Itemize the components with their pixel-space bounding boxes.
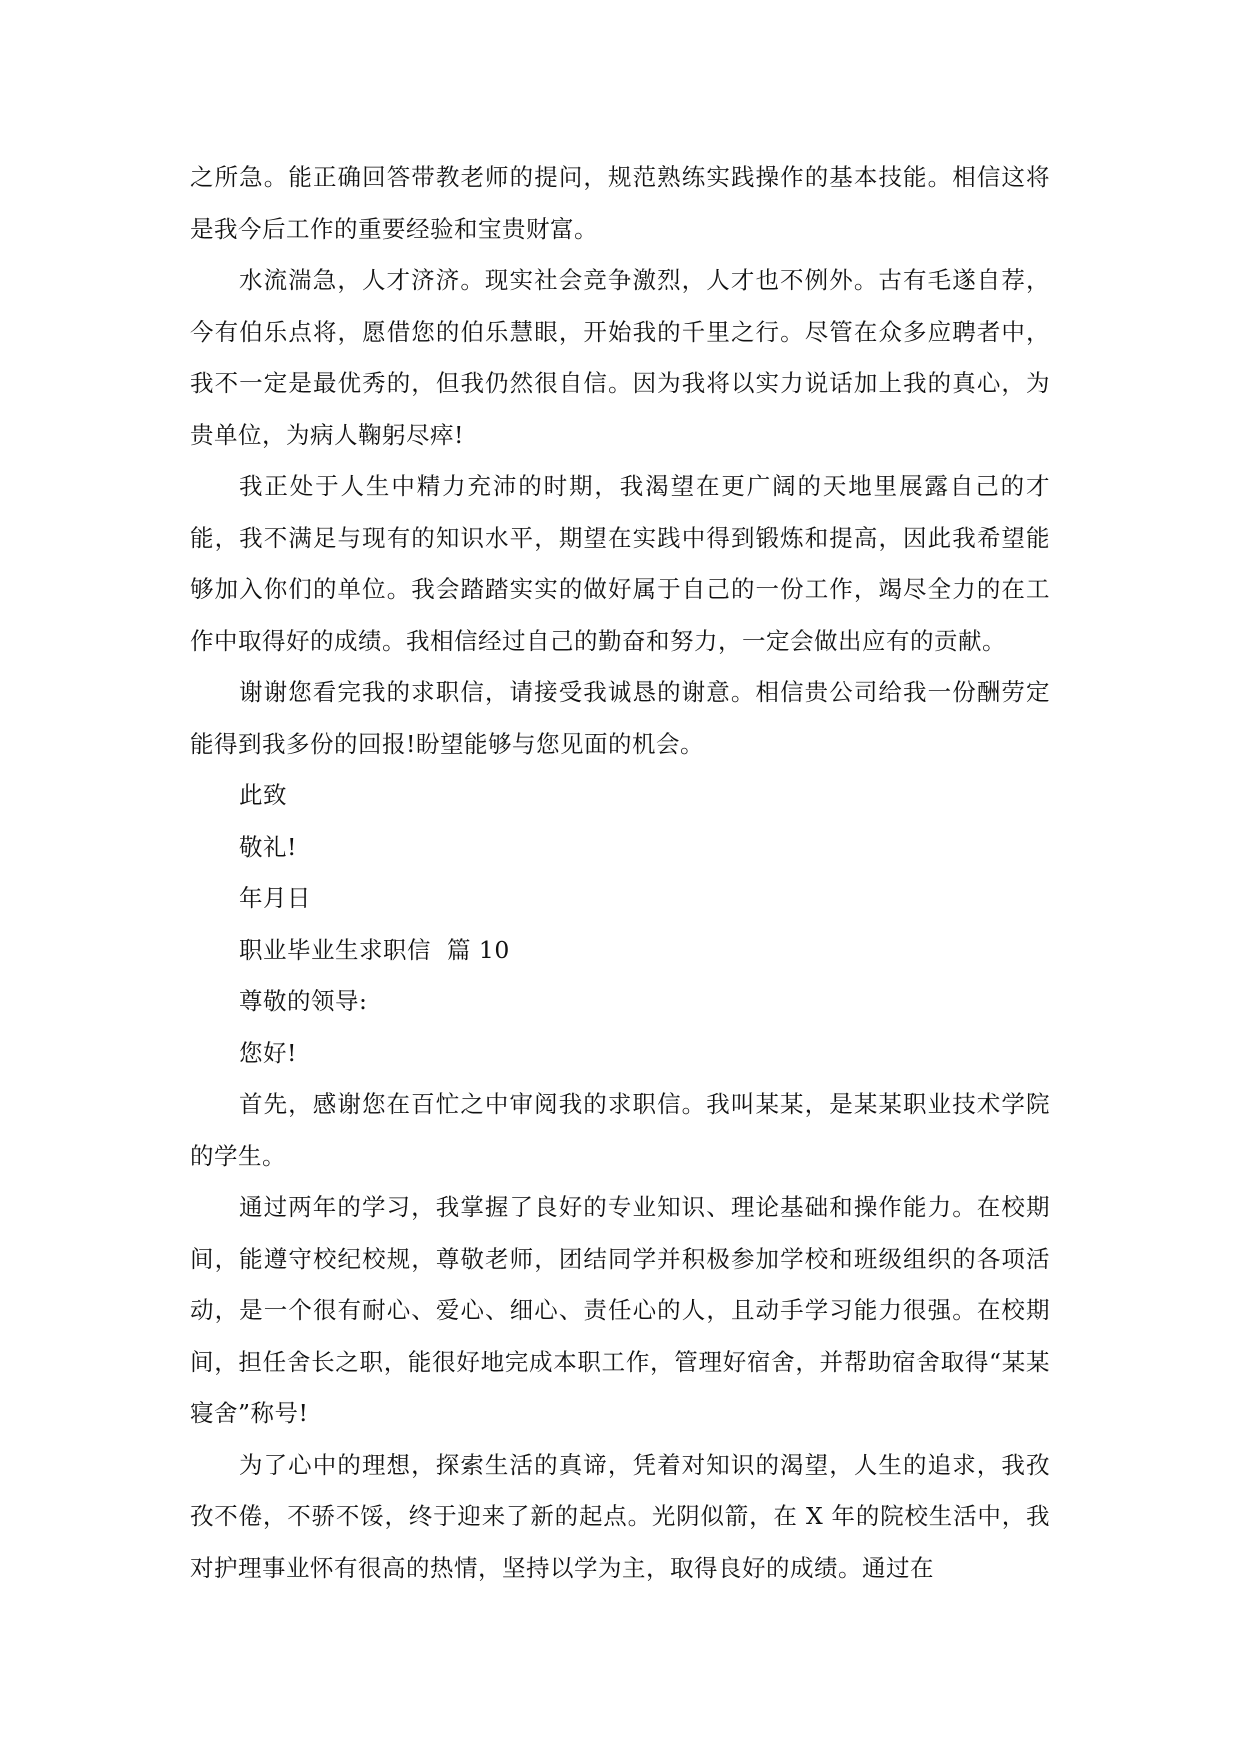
paragraph-talent: 水流湍急，人才济济。现实社会竞争激烈，人才也不例外。古有毛遂自荐，今有伯乐点将，愿借您的伯乐慧眼，开始我的千里之行。尽管在众多应聘者中，我不一定是最优秀的，但我仍然很自信。因为我将以实力说话加上我的真心，为贵单位，为病人鞠躬尽瘁! [190,266,1050,449]
paragraph-ideals: 为了心中的理想，探索生活的真谛，凭着对知识的渴望，人生的追求，我孜孜不倦，不骄不馁，终于迎来了新的起点。光阴似箭，在 X 年的院校生活中，我对护理事业怀有很高的热情，坚持以学为主，取得良好的成绩。通过在 [190,1450,1050,1582]
section-title: 职业毕业生求职信 篇 10 [239,935,510,964]
paragraph-studies: 通过两年的学习，我掌握了良好的专业知识、理论基础和操作能力。在校期间，能遵守校纪校规，尊敬老师，团结同学并积极参加学校和班级组织的各项活动，是一个很有耐心、爱心、细心、责任心的人，且动手学习能力很强。在校期间，担任舍长之职，能很好地完成本职工作，管理好宿舍，并帮助宿舍取得“某某寝舍”称号! [190,1193,1050,1427]
paragraph-ambition: 我正处于人生中精力充沛的时期，我渴望在更广阔的天地里展露自己的才能，我不满足与现有的知识水平，期望在实践中得到锻炼和提高，因此我希望能够加入你们的单位。我会踏踏实实的做好属于自己的一份工作，竭尽全力的在工作中取得好的成绩。我相信经过自己的勤奋和努力，一定会做出应有的贡献。 [190,472,1050,655]
paragraph-thanks: 谢谢您看完我的求职信，请接受我诚恳的谢意。相信贵公司给我一份酬劳定能得到我多份的回报!盼望能够与您见面的机会。 [190,678,1050,758]
date-line: 年月日 [239,884,311,912]
closing-salute: 敬礼! [239,832,297,861]
greeting: 您好! [239,1038,297,1067]
document-body [190,152,1050,1594]
salutation: 尊敬的领导: [239,987,368,1015]
closing-phrase: 此致 [239,781,287,809]
paragraph-introduction: 首先，感谢您在百忙之中审阅我的求职信。我叫某某，是某某职业技术学院的学生。 [190,1090,1050,1170]
paragraph-continuation: 之所急。能正确回答带教老师的提问，规范熟练实践操作的基本技能。相信这将是我今后工作的重要经验和宝贵财富。 [190,163,1050,243]
